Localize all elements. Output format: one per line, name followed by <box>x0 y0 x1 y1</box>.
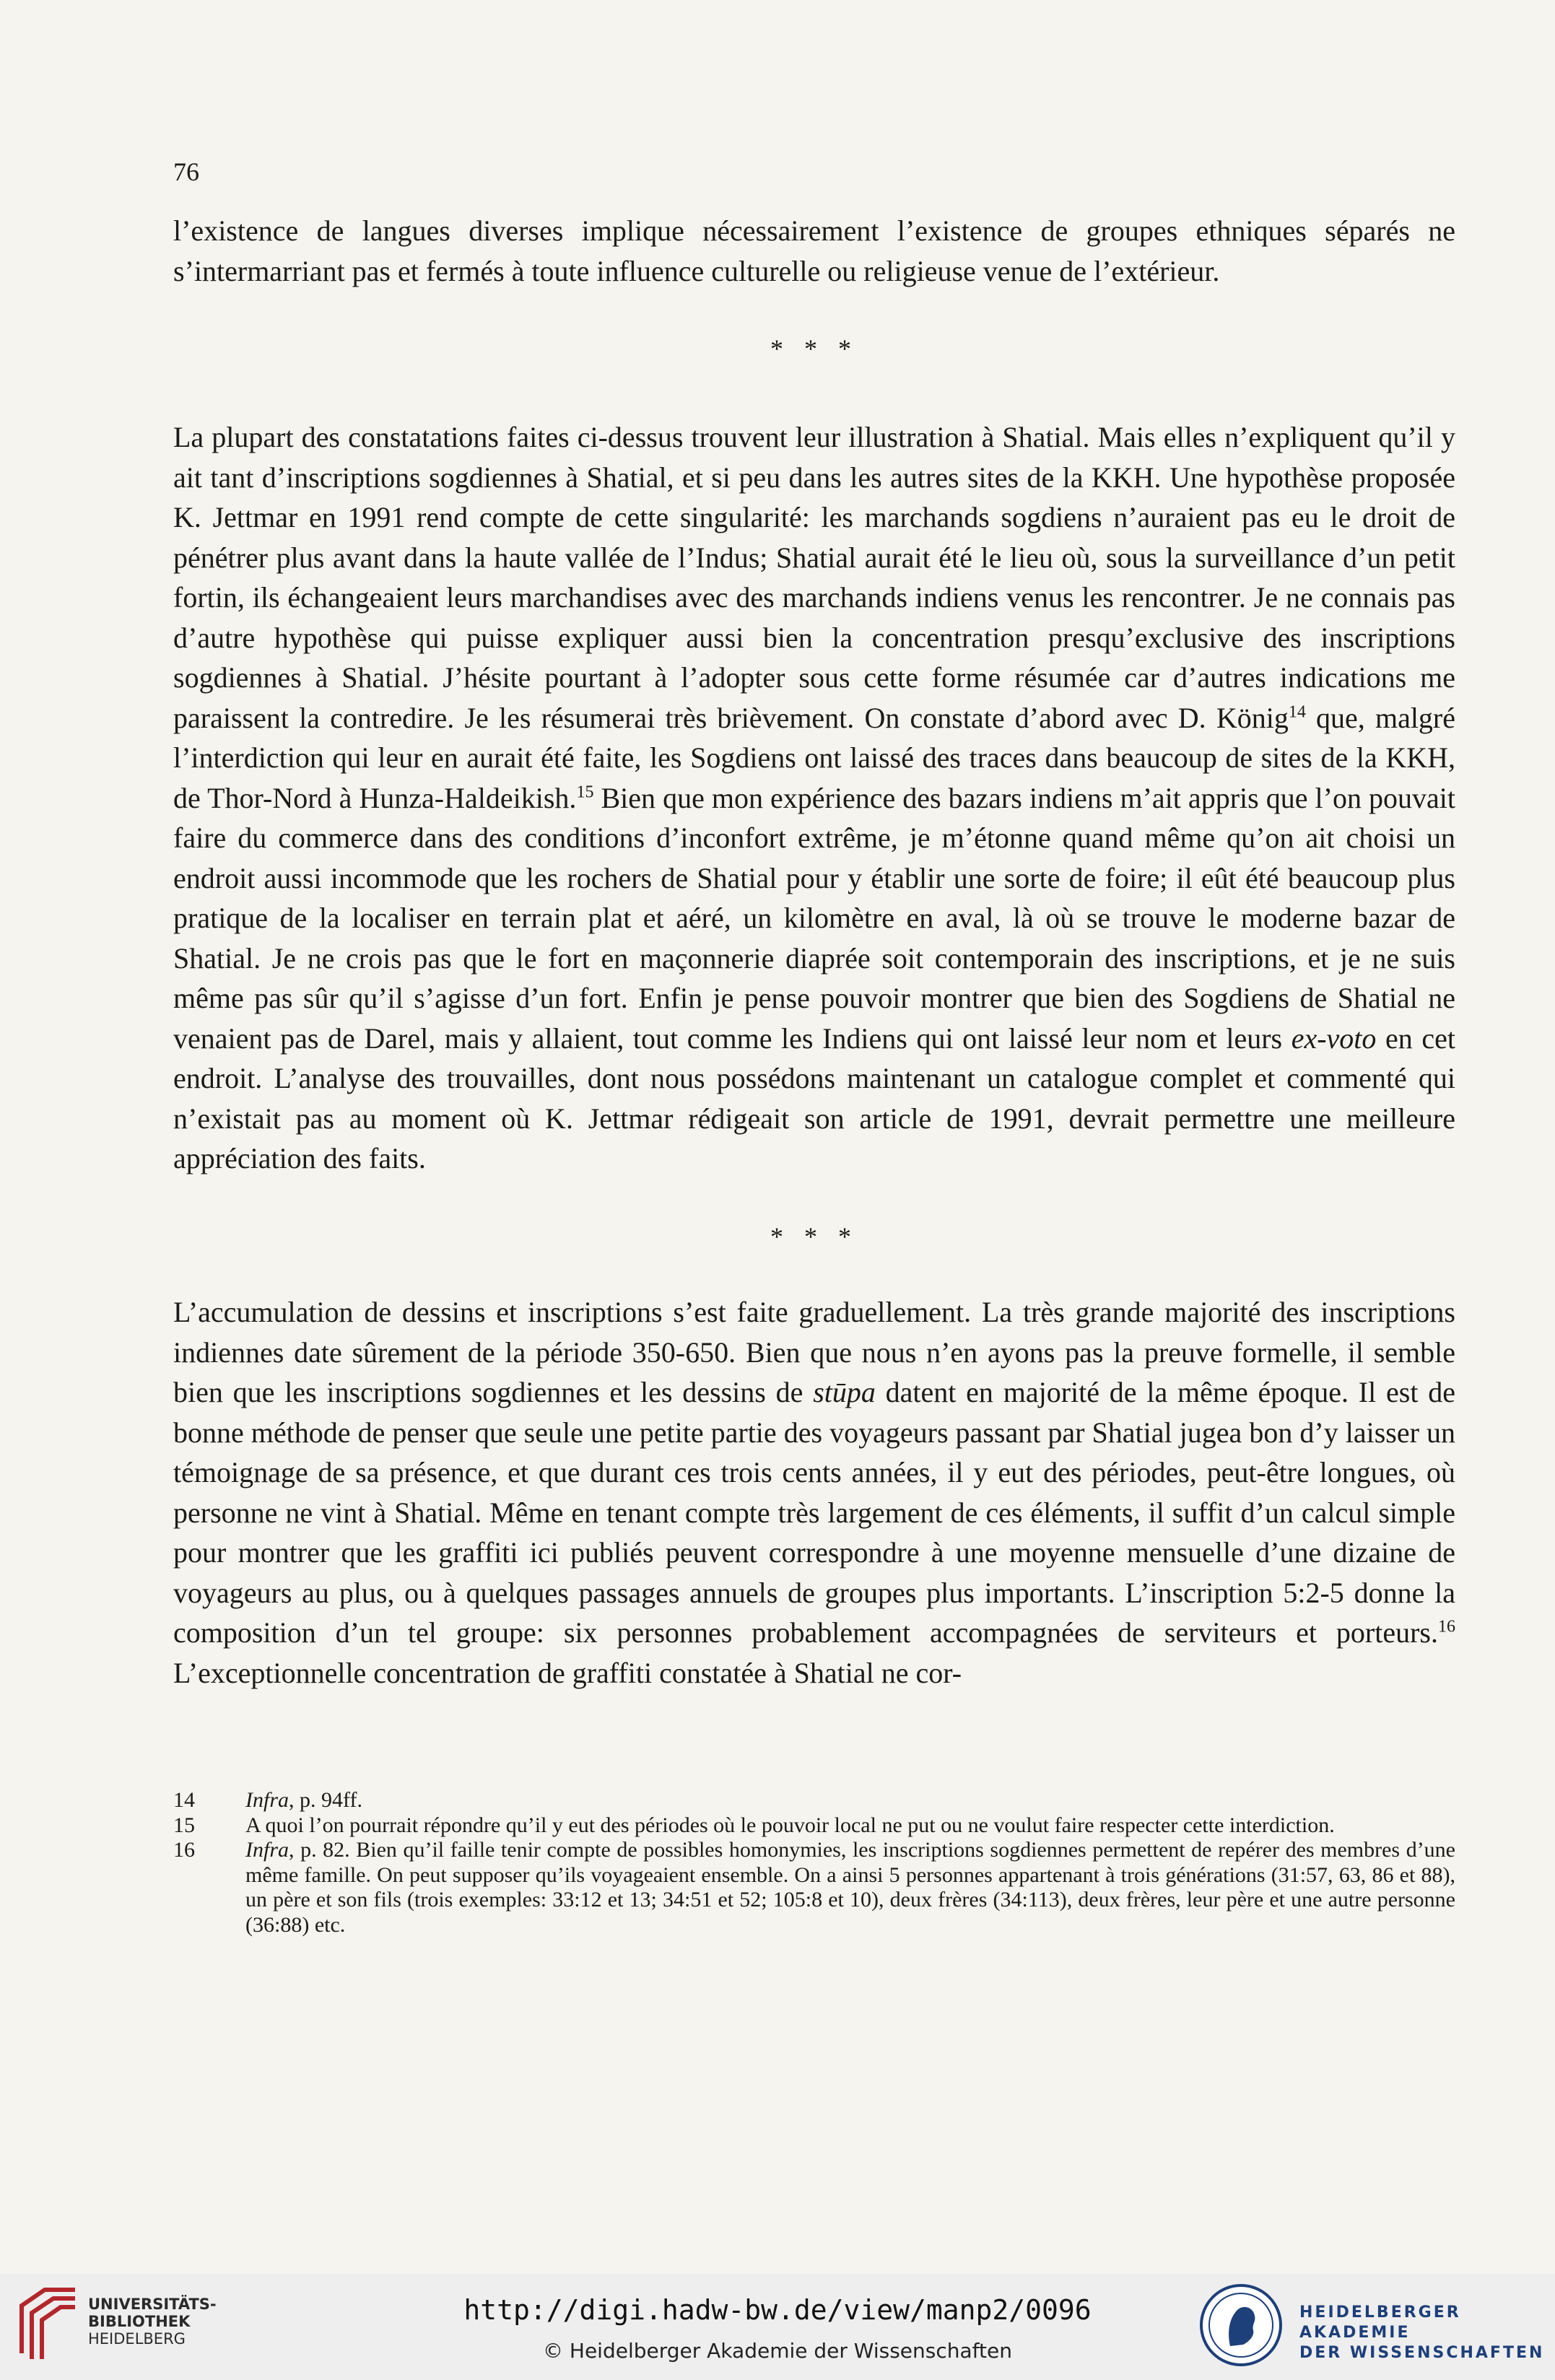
paragraph-2-text-b: que, malgré l’interdiction qui leur en aurait été faite, les Sogdiens ont laissé des traces dans beaucoup de sites de la KKH, de Thor-Nord à Hunza-Haldeikish. <box>173 701 1456 814</box>
footnote-number: 14 <box>173 1788 195 1812</box>
paragraph-2-text-d: en cet endroit. L’analyse des trouvailles, dont nous possédons maintenant un catalogue complet et commenté qui n’existait pas au moment où K. Jettmar rédigeait son article de 1991, devrait permettre une meilleure appréciation des faits. <box>173 1021 1455 1174</box>
paragraph-2-text-c: Bien que mon expérience des bazars indiens m’ait appris que l’on pouvait faire du commerce dans des conditions d’inconfort extrême, je m’étonne quand même qu’on ait choisi un endroit aussi incommode que les rochers de Shatial pour y établir une sorte de foire; il eût été beaucoup plus pratique de la localiser en terrain plat et aéré, un kilomètre en aval, là où se trouve le moderne bazar de Shatial. Je ne crois pas que le fort en maçonnerie diaprée soit contemporain des inscriptions, et je ne suis même pas sûr qu’il s’agisse d’un fort. Enfin je pense pouvoir montrer que bien des Sogdiens de Shatial ne venaient pas de Darel, mais y allaient, tout comme les Indiens qui ont laissé leur nom et leurs <box>173 781 1456 1055</box>
academy-seal-icon <box>1198 2283 1284 2368</box>
copyright-notice: © Heidelberger Akademie der Wissenschaften <box>542 2339 1012 2363</box>
footnote-text <box>245 1788 1455 1813</box>
footnotes <box>173 1788 1455 1937</box>
library-line-1: UNIVERSITÄTS- <box>88 2296 217 2313</box>
footnote-15 <box>173 1813 1455 1839</box>
paragraph-3-text-b: datent en majorité de la même époque. Il est de bonne méthode de penser que seule une petite partie des voyageurs passant par Shatial jugea bon d’y laisser un témoignage de sa présence, et que durant ces trois cents années, il y eut des périodes, peut-être longues, où personne ne vint à Shatial. Même en tenant compte très largement de ces éléments, il suffit d’un calcul simple pour montrer que les graffiti ici publiés peuvent correspondre à une moyenne mensuelle d’une dizaine de voyageurs au plus, ou à quelques passages annuels de groupes plus importants. L’inscription 5:2-5 donne la composition d’un tel groupe: six personnes probablement accompagnées de serviteurs et porteurs. <box>173 1376 1455 1649</box>
academy-line-1: HEIDELBERGER AKADEMIE <box>1299 2303 1461 2342</box>
footer-bar <box>0 2274 1555 2380</box>
paragraph-3-text-c: L’exceptionnelle concentration de graffiti constatée à Shatial ne cor- <box>173 1656 962 1689</box>
paragraph-3 <box>173 1292 1455 1693</box>
section-separator-2: * * * <box>770 1222 858 1251</box>
footnote-ref-16[interactable]: 16 <box>1438 1617 1455 1636</box>
footnote-14 <box>173 1788 1455 1813</box>
footnote-ref-15[interactable]: 15 <box>576 783 594 802</box>
footnote-body: , p. 94ff. <box>289 1788 362 1812</box>
footnote-text <box>245 1813 1455 1839</box>
permalink-url[interactable]: http://digi.hadw-bw.de/view/manp2/0096 <box>463 2294 1092 2326</box>
footnote-number: 15 <box>173 1813 195 1837</box>
library-line-3: HEIDELBERG <box>88 2330 186 2348</box>
footnote-16 <box>173 1838 1455 1937</box>
paragraph-2-italic: ex-voto <box>1291 1021 1377 1055</box>
paragraph-3-italic: stūpa <box>813 1376 876 1408</box>
paragraph-2 <box>173 417 1455 1179</box>
footnote-body: A quoi l’on pourrait répondre qu’il y eut des périodes où le pouvoir local ne put ou ne voulut faire respecter cette interdiction. <box>245 1813 1335 1837</box>
paragraph-3-text-a: L’accumulation de dessins et inscriptions s’est faite graduellement. La très grande majorité des inscriptions indiennes date sûrement de la période 350-650. Bien que nous n’en ayons pas la preuve formelle, il semble bien que les inscriptions sogdiennes et les dessins de <box>173 1296 1455 1408</box>
footnote-ref-14[interactable]: 14 <box>1288 702 1306 722</box>
footnote-text <box>245 1838 1455 1937</box>
footnote-body: , p. 82. Bien qu’il faille tenir compte de possibles homonymies, les inscriptions sogdiennes permettent de repérer des membres d’une même famille. On peut supposer qu’ils voyageaient ensemble. On a ainsi 5 personnes appartenant à trois générations (31:57, 63, 86 et 88), un père et son fils (trois exemples: 33:12 et 13; 34:51 et 52; 105:8 et 10), deux frères (34:113), deux frères, leur père et une autre personne (36:88) etc. <box>245 1838 1455 1937</box>
footnote-number: 16 <box>173 1838 195 1862</box>
footnote-italic: Infra <box>245 1788 289 1812</box>
academy-line-2: DER WISSENSCHAFTEN <box>1299 2344 1545 2362</box>
academy-name <box>1299 2303 1555 2363</box>
section-separator: * * * <box>770 334 858 363</box>
page-number: 76 <box>173 157 199 186</box>
paragraph-2-text-a: La plupart des constatations faites ci-dessus trouvent leur illustration à Shatial. Mais elles n’expliquent qu’il y ait tant d’inscriptions sogdiennes à Shatial, et si peu dans les autres sites de la KKH. Une hypothèse proposée K. Jettmar en 1991 rend compte de cette singularité: les marchands sogdiens n’auraient pas eu le droit de pénétrer plus avant dans la haute vallée de l’Indus; Shatial aurait été le lieu où, sous la surveillance d’un petit fortin, ils échangeaient leurs marchandises avec des marchands indiens venus les rencontrer. Je ne connais pas d’autre hypothèse qui puisse expliquer aussi bien la concentration presqu’exclusive des inscriptions sogdiennes à Shatial. J’hésite pourtant à l’adopter sous cette forme résumée car d’autres indications me paraissent la contredire. Je les résumerai très brièvement. On constate d’abord avec D. König <box>173 421 1455 734</box>
library-line-2: BIBLIOTHEK <box>88 2313 191 2330</box>
footnote-italic: Infra <box>245 1838 289 1862</box>
paragraph-1: l’existence de langues diverses implique nécessairement l’existence de groupes ethniques séparés ne s’intermarriant pas et fermés à toute influence culturelle ou religieuse venue de l’extérieur. <box>173 214 1455 287</box>
